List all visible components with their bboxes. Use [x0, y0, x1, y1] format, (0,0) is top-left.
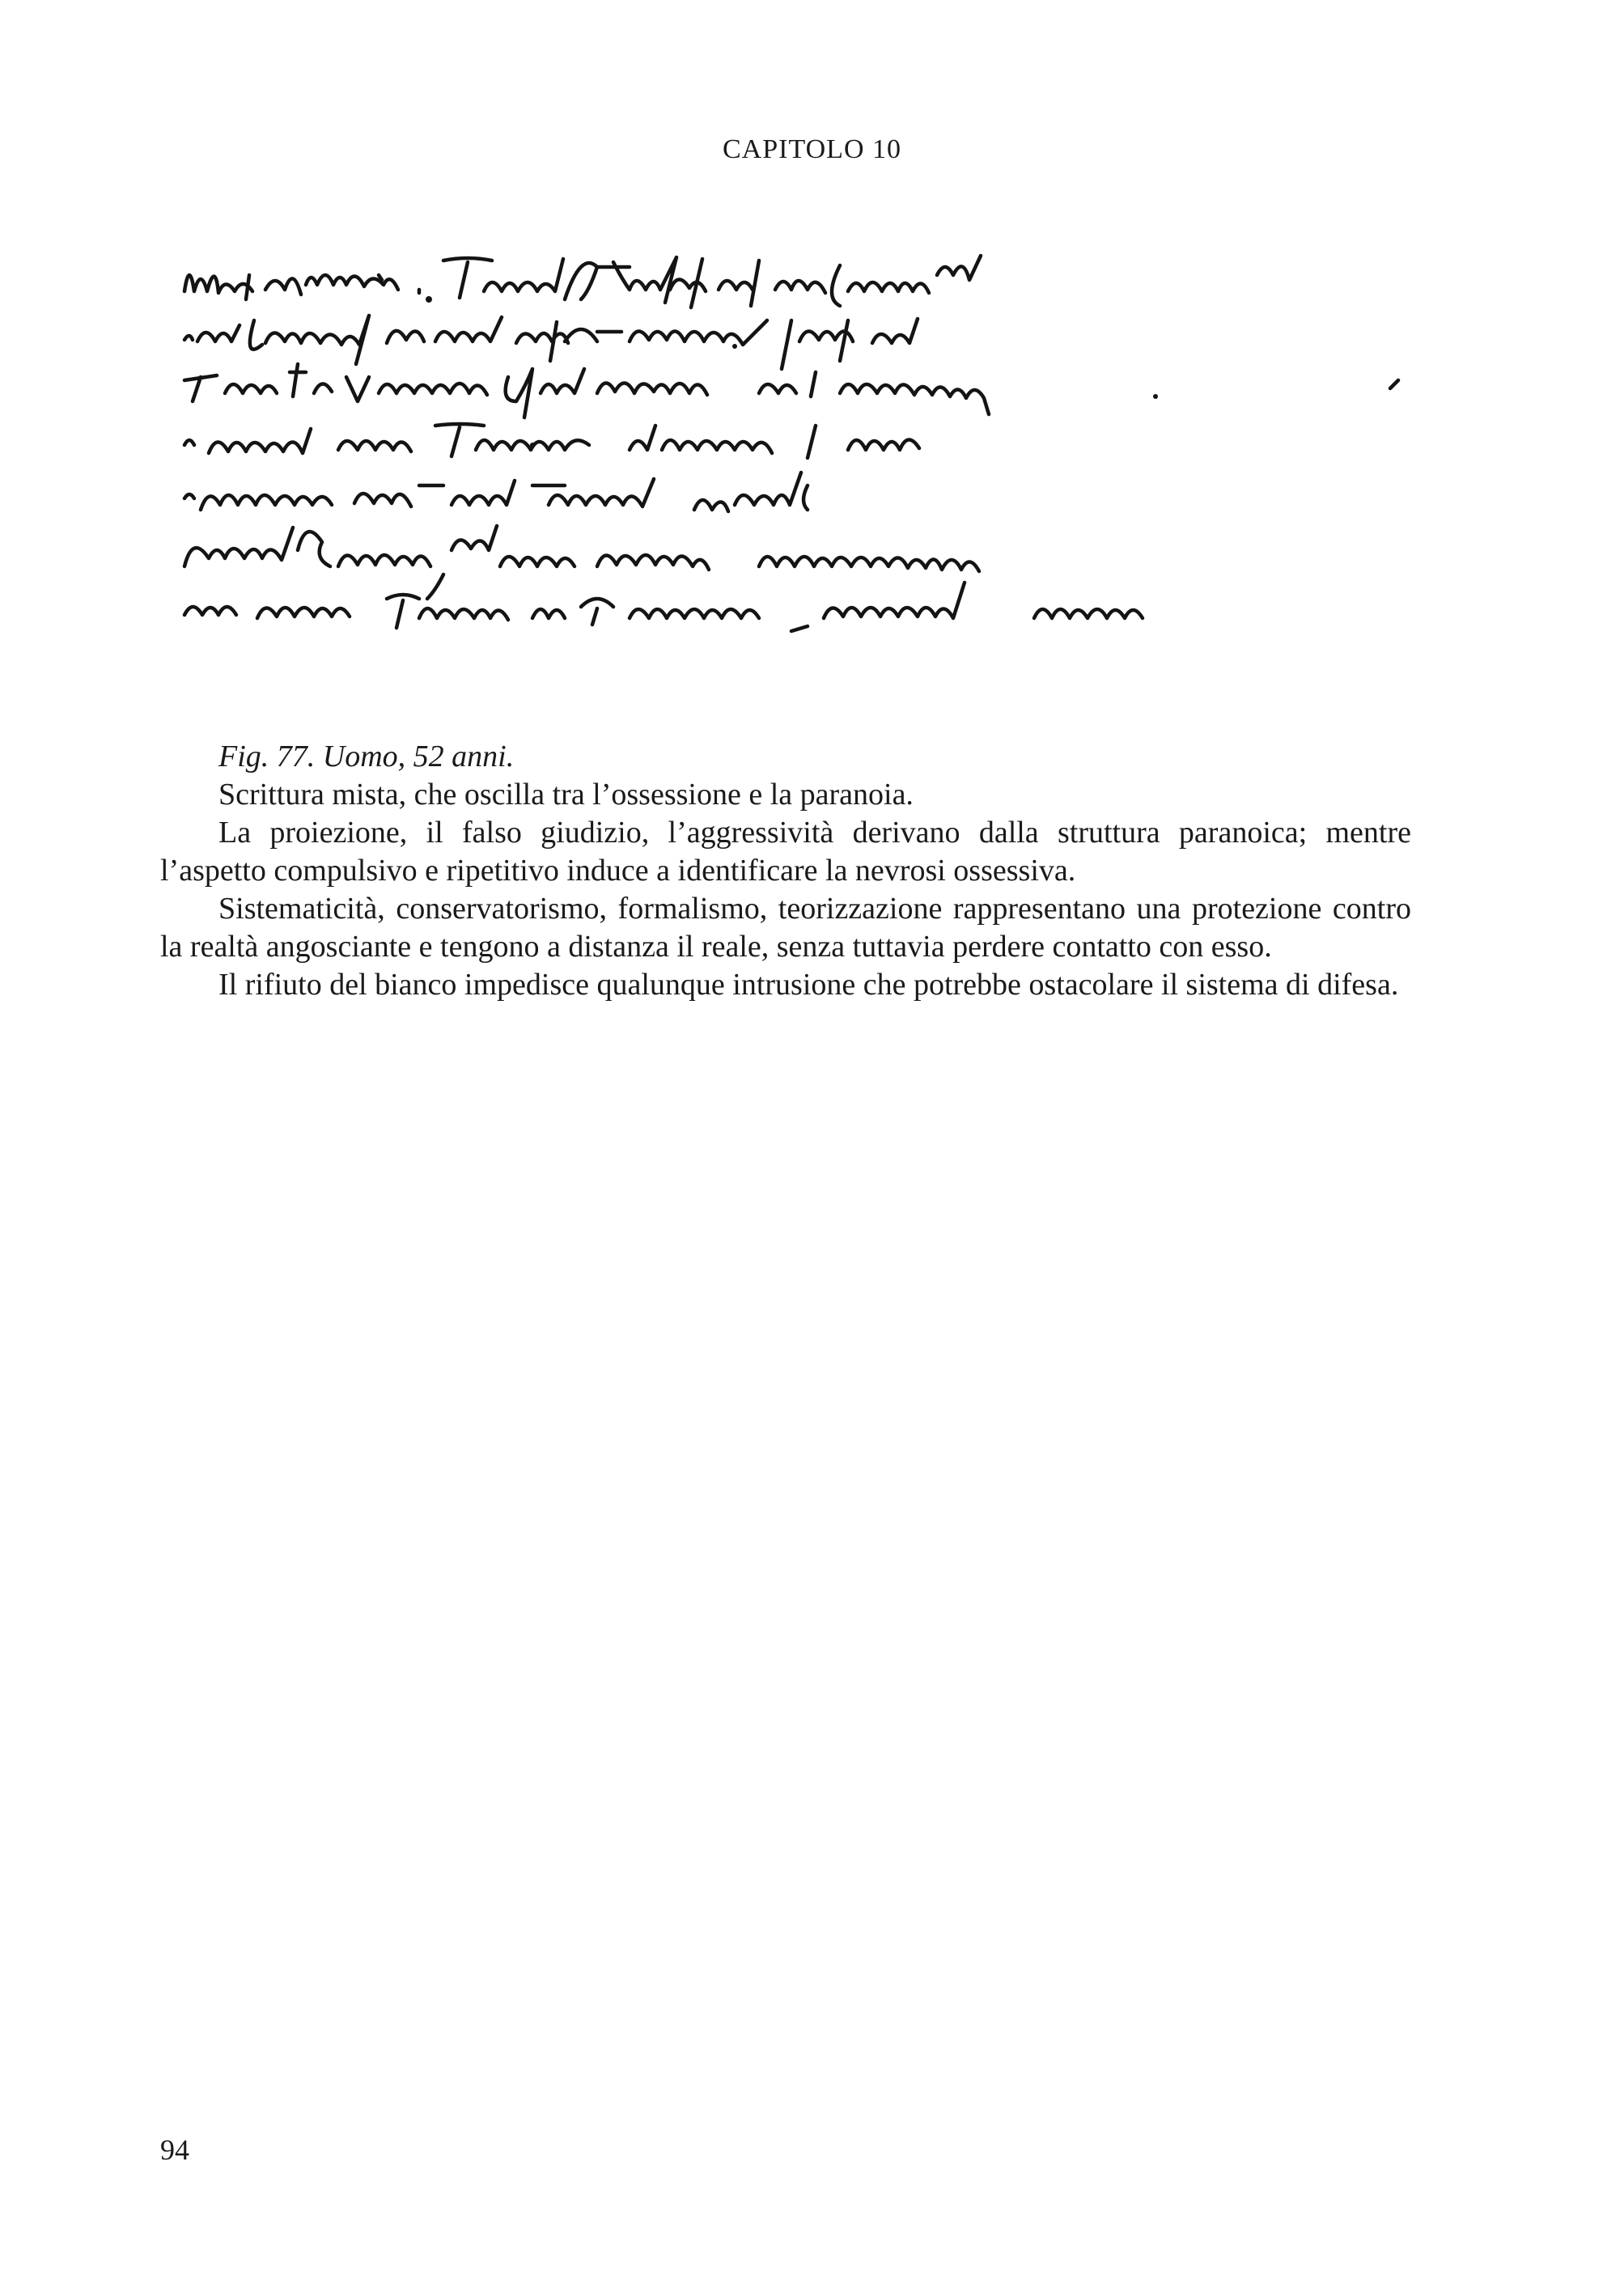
caption-paragraph: La proiezione, il falso giudizio, l’aggressività derivano dalla struttura paranoica; mentre l’aspetto compulsivo e ripetitivo induce a identificare la nevrosi ossessiva.: [160, 816, 1411, 888]
caption-paragraph: Il rifiuto del bianco impedisce qualunque intrusione che potrebbe ostacolare il sistema di difesa.: [218, 968, 1399, 1002]
figure-caption-block: [160, 738, 1411, 1004]
figure-caption-title: Fig. 77. Uomo, 52 anni.: [218, 740, 515, 774]
handwriting-sample-image: [176, 243, 1414, 663]
caption-paragraph: Sistematicità, conservatorismo, formalismo, teorizzazione rappresentano una protezione contro la realtà angosciante e tengono a distanza il reale, senza tuttavia perdere contatto con esso.: [160, 892, 1411, 964]
caption-paragraph: Scrittura mista, che oscilla tra l’ossessione e la paranoia.: [218, 778, 914, 812]
page-number: 94: [160, 2134, 189, 2166]
running-header: CAPITOLO 10: [723, 134, 901, 164]
